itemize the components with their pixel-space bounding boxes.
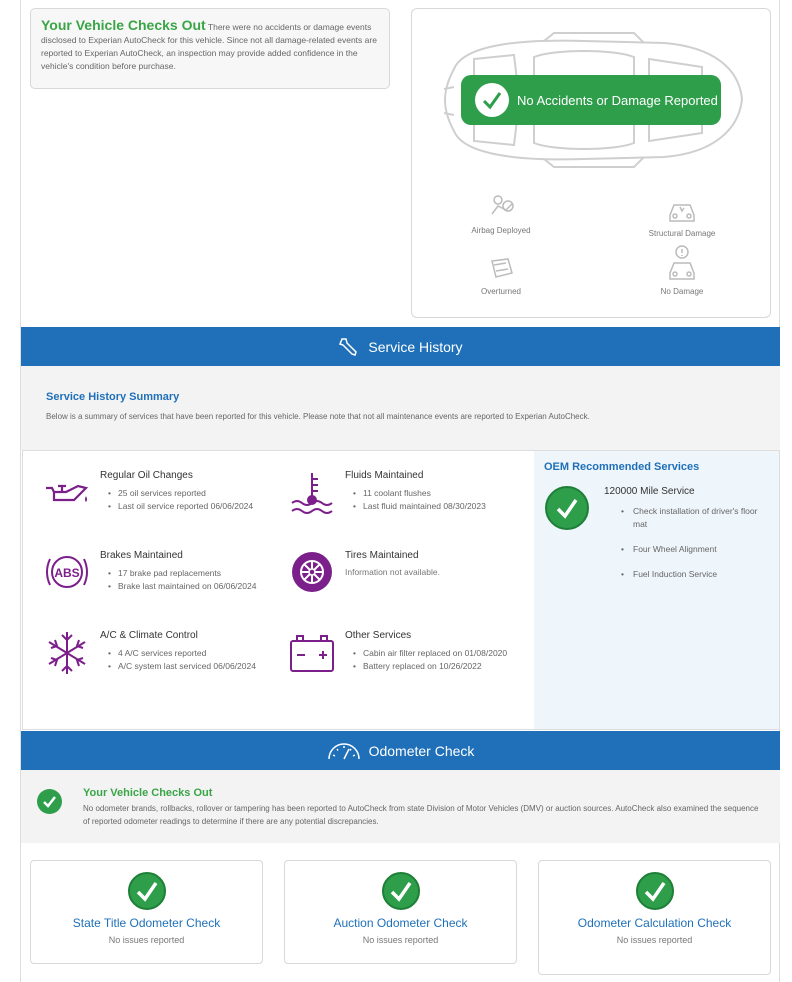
snowflake-icon — [46, 630, 88, 676]
service-history-title: Service History — [368, 338, 463, 355]
check-icon — [382, 872, 420, 910]
vehicle-checks-box — [30, 8, 390, 89]
other-services-item — [345, 630, 545, 673]
vehicle-checks-title: Your Vehicle Checks Out — [41, 17, 206, 33]
structural-damage-icon — [666, 197, 698, 225]
ac-line: • A/C system last serviced 06/06/2024 — [118, 660, 300, 673]
ac-title: A/C & Climate Control — [100, 630, 198, 641]
card-status: No issues reported — [362, 935, 439, 945]
other-services-line: • Cabin air filter replaced on 01/08/2020 — [363, 647, 545, 660]
odometer-summary-title: Your Vehicle Checks Out — [83, 787, 213, 799]
other-services-title: Other Services — [345, 630, 412, 641]
tires-title: Tires Maintained — [345, 550, 419, 561]
card-status: No issues reported — [616, 935, 693, 945]
service-history-banner — [21, 327, 780, 366]
oil-can-icon — [44, 478, 90, 508]
overturned-item — [441, 253, 561, 296]
overturned-label: Overturned — [480, 287, 522, 296]
no-damage-item — [622, 245, 742, 296]
battery-icon — [289, 633, 335, 673]
svg-text:ABS: ABS — [54, 566, 80, 580]
service-summary-band — [21, 366, 780, 450]
odometer-banner-title: Odometer Check — [368, 742, 475, 759]
wrench-icon — [338, 336, 360, 358]
tire-icon — [291, 551, 333, 593]
service-summary-title: Service History Summary — [46, 391, 180, 403]
ac-item — [100, 630, 300, 673]
odometer-summary-desc: No odometer brands, rollbacks, rollover or tampering has been reported to AutoCheck from state Division of Motor Vehicles (DMV) or auction sources. AutoCheck also examined the sequence of reported odometer readings to determine if there are any potential discrepancies. — [83, 804, 759, 826]
oil-changes-line: • Last oil service reported 06/06/2024 — [118, 500, 300, 513]
airbag-deployed-label: Airbag Deployed — [471, 226, 531, 235]
speedometer-icon — [327, 741, 361, 761]
oem-service-item: • Four Wheel Alignment — [621, 543, 771, 556]
tires-note: Information not available. — [345, 567, 440, 577]
oem-title: OEM Recommended Services — [544, 461, 700, 473]
card-title: Odometer Calculation Check — [577, 916, 732, 930]
no-accidents-badge — [461, 75, 721, 125]
service-summary-desc: Below is a summary of services that have been reported for this vehicle. Please note that not all maintenance events are reported to Experian AutoCheck. — [46, 412, 590, 421]
abs-icon — [44, 551, 90, 593]
check-icon — [128, 872, 166, 910]
brakes-line: • Brake last maintained on 06/06/2024 — [118, 580, 300, 593]
oem-service-name: 120000 Mile Service — [604, 486, 695, 497]
card-status: No issues reported — [108, 935, 185, 945]
airbag-deployed-item — [441, 192, 561, 235]
oil-changes-title: Regular Oil Changes — [100, 470, 193, 481]
structural-damage-label: Structural Damage — [648, 229, 716, 238]
oem-service-item: • Check installation of driver's floor mat — [621, 505, 771, 531]
oem-service-list — [621, 505, 771, 593]
structural-damage-item — [622, 197, 742, 238]
oil-changes-item — [100, 470, 300, 513]
fluids-title: Fluids Maintained — [345, 470, 424, 481]
check-icon — [636, 872, 674, 910]
state-title-odometer-card — [30, 860, 263, 964]
check-icon — [475, 83, 509, 117]
no-damage-label: No Damage — [660, 287, 704, 296]
damage-panel — [411, 8, 771, 318]
fluids-line: • Last fluid maintained 08/30/2023 — [363, 500, 545, 513]
tires-item — [345, 550, 545, 577]
card-title: State Title Odometer Check — [72, 916, 221, 930]
oil-changes-line: • 25 oil services reported — [118, 487, 300, 500]
coolant-icon — [290, 471, 334, 515]
odometer-banner — [21, 731, 780, 770]
airbag-icon — [486, 192, 516, 222]
vehicle-checks-body: There were no accidents or damage events disclosed to Experian AutoCheck for this vehicle. Since not all damage-related events are reported to Experian AutoCheck, an inspection may provide added confidence in the vehicle's condition before purchase. — [41, 22, 377, 71]
oem-service-item: • Fuel Induction Service — [621, 568, 771, 581]
check-icon — [37, 789, 62, 814]
overturned-icon — [486, 253, 516, 283]
other-services-line: • Battery replaced on 10/26/2022 — [363, 660, 545, 673]
check-icon — [545, 486, 589, 530]
brakes-title: Brakes Maintained — [100, 550, 183, 561]
fluids-item — [345, 470, 545, 513]
no-accidents-label: No Accidents or Damage Reported — [517, 92, 718, 108]
brakes-line: • 17 brake pad replacements — [118, 567, 300, 580]
auction-odometer-card — [284, 860, 517, 964]
ac-line: • 4 A/C services reported — [118, 647, 300, 660]
fluids-line: • 11 coolant flushes — [363, 487, 545, 500]
no-damage-icon — [666, 245, 698, 283]
brakes-item — [100, 550, 300, 593]
odometer-calculation-card — [538, 860, 771, 975]
card-title: Auction Odometer Check — [333, 916, 468, 930]
